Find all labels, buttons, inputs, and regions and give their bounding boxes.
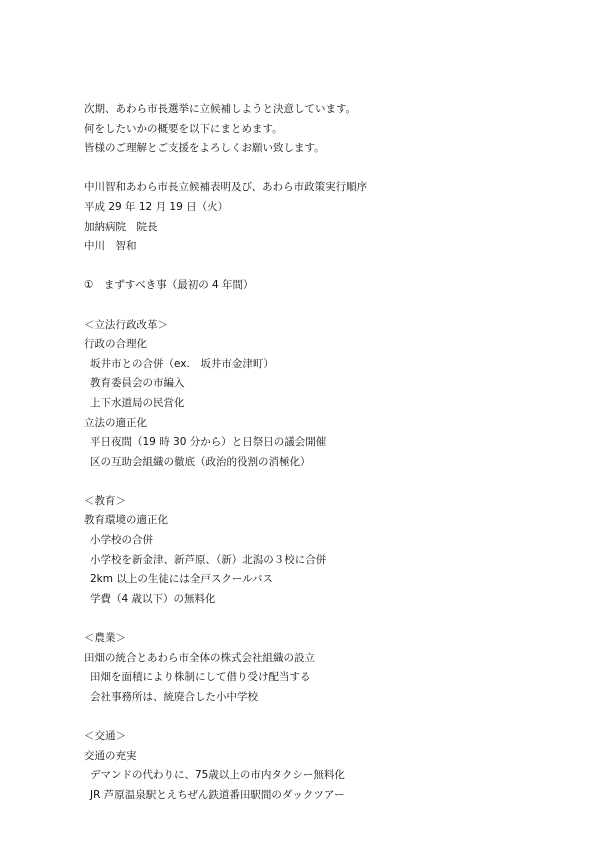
list-item: 平日夜間（19 時 30 分から）と日祭日の議会開催 (90, 436, 327, 449)
list-item: 2km 以上の生徒には全戸スクールバス (90, 573, 273, 586)
list-item: 教育委員会の市編入 (90, 377, 185, 390)
spacer (84, 159, 544, 179)
category-heading-education: ＜教育＞ (84, 494, 126, 507)
list-item: 会社事務所は、統廃合した小中学校 (90, 690, 258, 703)
section-heading: ① まずすべき事（最初の 4 年間） (84, 279, 254, 292)
subheading: 交通の充実 (84, 749, 137, 762)
document-date: 平成 29 年 12 月 19 日（火） (84, 200, 229, 213)
category-heading-agriculture: ＜農業＞ (84, 632, 126, 645)
category-heading-legislation: ＜立法行政改革＞ (84, 318, 168, 331)
author-name: 中川 智和 (84, 240, 137, 253)
document-title: 中川智和あわら市長立候補表明及び、あわら市政策実行順序 (84, 181, 368, 194)
intro-line: 何をしたいかの概要を以下にまとめます。 (84, 122, 283, 135)
intro-line: 次期、あわら市長選挙に立候補しようと決意しています。 (84, 103, 357, 115)
author-affiliation: 加納病院 院長 (84, 220, 158, 233)
list-item: 小学校を新金津、新芦原、（新）北潟の３校に合併 (90, 553, 327, 566)
list-item: 区の互助会組織の徹底（政治的役割の消極化） (90, 455, 311, 468)
intro-line: 皆様のご理解とご支援をよろしくお願い致します。 (84, 142, 325, 155)
list-item: 田畑を面積により株制にして借り受け配当する (90, 671, 311, 684)
subheading: 田畑の統合とあわら市全体の株式会社組織の設立 (84, 651, 315, 664)
spacer (84, 296, 544, 316)
subheading: 教育環境の適正化 (84, 514, 168, 527)
category-heading-transport: ＜交通＞ (84, 730, 126, 742)
subheading: 立法の適正化 (84, 416, 147, 429)
list-item: 学費（4 歳以下）の無料化 (90, 592, 216, 605)
list-item: 上下水道局の民営化 (90, 396, 185, 409)
list-item: デマンドの代わりに、75歳以上の市内タクシー無料化 (90, 769, 345, 782)
document-page (84, 100, 544, 805)
list-item: 坂井市との合併（ex. 坂井市金津町） (90, 357, 274, 370)
subheading: 行政の合理化 (84, 338, 147, 351)
spacer (84, 609, 544, 629)
spacer (84, 707, 544, 727)
spacer (84, 257, 544, 277)
list-item: 小学校の合併 (90, 534, 153, 547)
list-item: JR 芦原温泉駅とえちぜん鉄道番田駅間のダックツアー (90, 788, 345, 801)
spacer (84, 472, 544, 492)
